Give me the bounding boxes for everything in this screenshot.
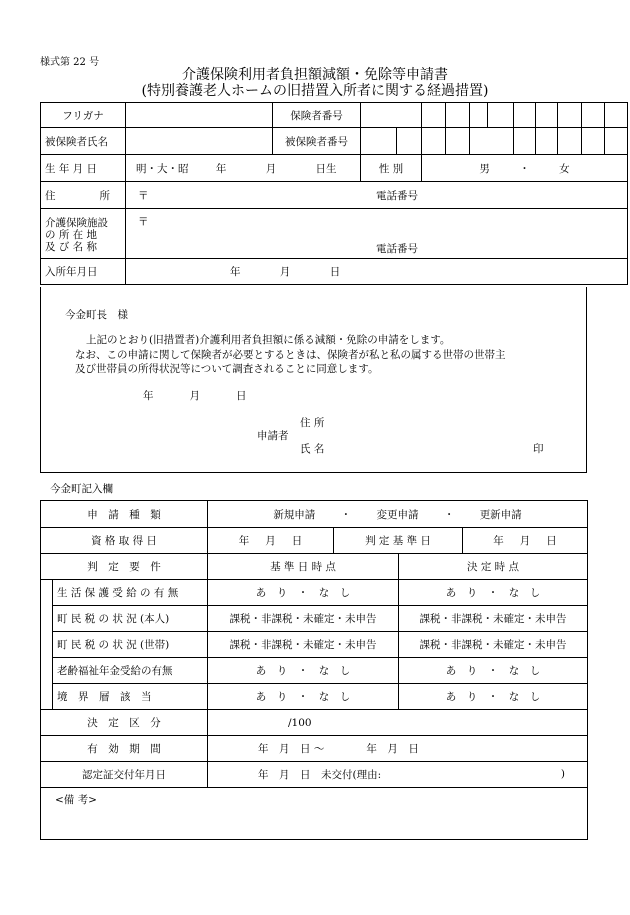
facility-field[interactable] bbox=[126, 209, 628, 259]
insurer-digit[interactable] bbox=[446, 103, 470, 128]
declaration-line-1: 上記のとおり(旧措置者)介護利用者負担額に係る減額・免除の申請をします。 bbox=[86, 334, 451, 346]
judgment-row-label: 町 民 税 の 状 況 (世帯) bbox=[53, 632, 208, 658]
judgment-items-label: 判 定 要 件 bbox=[41, 554, 208, 580]
insurer-digit[interactable] bbox=[514, 103, 536, 128]
qualification-date-label: 資 格 取 得 日 bbox=[41, 528, 208, 554]
insured-digit[interactable] bbox=[582, 128, 605, 155]
certificate-date-field[interactable]: 年 月 日 未交付(理由: ) bbox=[208, 762, 588, 788]
judgment-row-basis[interactable]: あ り ・ な し bbox=[208, 580, 399, 606]
applicant-name-label: 氏 名 bbox=[300, 443, 325, 455]
declaration-date[interactable]: 年 月 日 bbox=[143, 390, 247, 402]
insured-digit[interactable] bbox=[361, 128, 397, 155]
facility-phone-label: 電話番号 bbox=[376, 243, 418, 255]
postal-mark: 〒 bbox=[138, 190, 149, 202]
judgment-row-basis[interactable]: 課税・非課税・未確定・未申告 bbox=[208, 606, 399, 632]
sex-male[interactable]: 男 bbox=[479, 162, 490, 175]
insured-number-label: 被保険者番号 bbox=[273, 128, 361, 155]
insured-name-field[interactable] bbox=[126, 128, 273, 155]
applicant-table bbox=[40, 102, 628, 285]
decision-point-header: 決 定 時 点 bbox=[399, 554, 588, 580]
seal-mark: 印 bbox=[533, 443, 544, 455]
addressee: 今金町長 様 bbox=[65, 309, 128, 321]
insurer-digit[interactable] bbox=[470, 103, 488, 128]
facility-label: 介護保険施設 の 所 在 地 及 び 名 称 bbox=[41, 209, 126, 259]
judgment-row-decision[interactable]: あ り ・ な し bbox=[399, 658, 588, 684]
insured-digit[interactable] bbox=[446, 128, 470, 155]
judgment-row-basis[interactable]: あ り ・ な し bbox=[208, 684, 399, 710]
decision-class-label: 決 定 区 分 bbox=[41, 710, 208, 736]
remarks-field[interactable]: <備 考> bbox=[41, 788, 588, 840]
day-unit: 日生 bbox=[315, 162, 337, 175]
option-change[interactable]: 変更申請 bbox=[376, 508, 419, 521]
insured-digit[interactable] bbox=[536, 128, 558, 155]
insurer-digit[interactable] bbox=[361, 103, 422, 128]
insured-digit[interactable] bbox=[558, 128, 582, 155]
judgment-row-decision[interactable]: あ り ・ な し bbox=[399, 580, 588, 606]
judgment-indent bbox=[41, 580, 53, 710]
insured-digit[interactable] bbox=[514, 128, 536, 155]
insured-digit[interactable] bbox=[470, 128, 514, 155]
validity-period-label: 有 効 期 間 bbox=[41, 736, 208, 762]
birth-date-label: 生 年 月 日 bbox=[41, 155, 126, 182]
address-field[interactable] bbox=[126, 182, 628, 209]
furigana-field[interactable] bbox=[126, 103, 273, 128]
sex-label: 性 別 bbox=[361, 155, 422, 182]
insured-name-label: 被保険者氏名 bbox=[41, 128, 126, 155]
declaration-line-2: なお、この申請に関して保険者が必要とするときは、保険者が私と私の属する世帯の世帯主 bbox=[75, 349, 506, 361]
insurer-number-label: 保険者番号 bbox=[273, 103, 361, 128]
birth-date-field[interactable] bbox=[126, 155, 361, 182]
basis-point-header: 基 準 日 時 点 bbox=[208, 554, 399, 580]
judgment-row-decision[interactable]: 課税・非課税・未確定・未申告 bbox=[399, 632, 588, 658]
insured-digit[interactable] bbox=[397, 128, 422, 155]
application-type-options[interactable]: 新規申請 ・ 変更申請 ・ 更新申請 bbox=[208, 501, 588, 528]
application-type-label: 申 請 種 類 bbox=[41, 501, 208, 528]
judgment-row-basis[interactable]: あ り ・ な し bbox=[208, 658, 399, 684]
judgment-row-label: 生 活 保 護 受 給 の 有 無 bbox=[53, 580, 208, 606]
judgment-row-label: 老齢福祉年金受給の有無 bbox=[53, 658, 208, 684]
address-phone-label: 電話番号 bbox=[376, 190, 418, 202]
insurer-digit[interactable] bbox=[558, 103, 582, 128]
qualification-date-field[interactable]: 年 月 日 bbox=[208, 528, 334, 554]
judgment-row-decision[interactable]: あ り ・ な し bbox=[399, 684, 588, 710]
option-renew[interactable]: 更新申請 bbox=[479, 508, 522, 521]
address-label: 住 所 bbox=[41, 182, 126, 209]
birth-era-options: 明・大・昭 bbox=[136, 162, 189, 175]
insured-digit[interactable] bbox=[605, 128, 628, 155]
insurer-digit[interactable] bbox=[605, 103, 628, 128]
judgment-basis-date-field[interactable]: 年 月 日 bbox=[463, 528, 588, 554]
close-paren: ) bbox=[560, 768, 565, 780]
judgment-basis-date-label: 判 定 基 準 日 bbox=[334, 528, 463, 554]
judgment-row-basis[interactable]: 課税・非課税・未確定・未申告 bbox=[208, 632, 399, 658]
office-use-table bbox=[40, 500, 588, 840]
admission-date-field[interactable]: 年 月 日 bbox=[126, 259, 628, 285]
judgment-row-label: 境 界 層 該 当 bbox=[53, 684, 208, 710]
office-use-heading: 今金町記入欄 bbox=[50, 483, 113, 495]
form-subtitle: (特別養護老人ホームの旧措置入所者に関する経過措置) bbox=[141, 83, 489, 99]
judgment-row-decision[interactable]: 課税・非課税・未確定・未申告 bbox=[399, 606, 588, 632]
furigana-label: フリガナ bbox=[41, 103, 126, 128]
applicant-label: 申請者 bbox=[257, 430, 289, 442]
insurer-digit[interactable] bbox=[488, 103, 514, 128]
year-unit: 年 bbox=[215, 162, 227, 175]
applicant-address-label: 住 所 bbox=[300, 417, 325, 429]
sex-female[interactable]: 女 bbox=[559, 162, 570, 175]
option-new[interactable]: 新規申請 bbox=[273, 508, 316, 521]
sex-separator: ・ bbox=[519, 162, 530, 175]
form-number: 様式第 22 号 bbox=[40, 57, 100, 68]
insurer-digit[interactable] bbox=[582, 103, 605, 128]
month-unit: 月 bbox=[265, 162, 277, 175]
sex-options[interactable] bbox=[422, 155, 628, 182]
facility-postal-mark: 〒 bbox=[138, 216, 149, 228]
validity-period-field[interactable]: 年 月 日 ～ 年 月 日 bbox=[208, 736, 588, 762]
declaration-line-3: 及び世帯員の所得状況等について調査されることに同意します。 bbox=[75, 363, 379, 375]
judgment-row-label: 町 民 税 の 状 況 (本人) bbox=[53, 606, 208, 632]
decision-class-field[interactable]: /100 bbox=[208, 710, 588, 736]
certificate-date-label: 認定証交付年月日 bbox=[41, 762, 208, 788]
insurer-digit[interactable] bbox=[536, 103, 558, 128]
insured-digit[interactable] bbox=[422, 128, 446, 155]
admission-date-label: 入所年月日 bbox=[41, 259, 126, 285]
insurer-digit[interactable] bbox=[422, 103, 446, 128]
form-title: 介護保険利用者負担額減額・免除等申請書 bbox=[182, 67, 448, 83]
